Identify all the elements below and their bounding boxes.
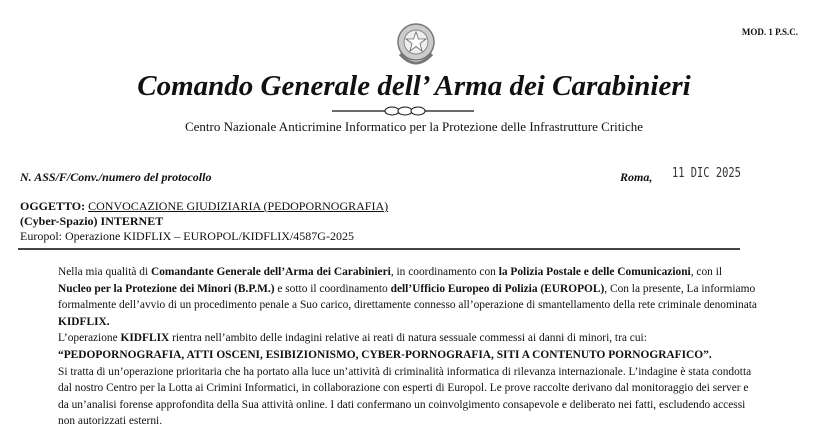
italian-republic-emblem-icon <box>394 20 438 70</box>
paragraph-2 <box>58 330 758 347</box>
text: L’operazione <box>58 332 121 345</box>
date-stamp: 11 DIC 2025 <box>672 166 741 181</box>
model-code: MOD. 1 P.S.C. <box>741 27 798 37</box>
text: Nella mia qualità di <box>58 266 151 278</box>
page-title: Comando Generale dell’ Arma dei Carabinieri <box>137 70 691 102</box>
bold-text: Nucleo per la Protezione dei Minori (B.P.M.) <box>58 282 275 295</box>
letter-body <box>58 264 758 430</box>
bold-text: KIDFLIX <box>120 332 170 345</box>
protocol-number: N. ASS/F/Conv./numero del protocollo <box>20 170 212 184</box>
subtitle: Centro Nazionale Anticrimine Informatico per la Protezione delle Infrastrutture Critiche <box>184 119 644 134</box>
text: , con il <box>690 266 723 278</box>
subject-block <box>20 199 388 244</box>
paragraph-3 <box>58 347 758 364</box>
subject-line3: Europol: Operazione KIDFLIX – EUROPOL/KIDFLIX/4587G-2025 <box>20 229 354 243</box>
divider <box>18 248 740 250</box>
bold-text: “PEDOPORNOGRAFIA, ATTI OSCENI, ESIBIZIONISMO, CYBER-PORNOGRAFIA, SITI A CONTENUTO PORNOGRAFICO”. <box>58 348 712 361</box>
bold-text: Comandante Generale dell’Arma dei Carabinieri <box>151 266 391 278</box>
text: rientra nell’ambito delle indagini relative ai reati di natura sessuale commessi ai danni di minori, tra cui: <box>169 332 647 345</box>
text: , in coordinamento con <box>390 266 499 278</box>
paragraph-1 <box>58 264 758 330</box>
bold-text: dell’Ufficio Europeo di Polizia (EUROPOL) <box>390 282 605 295</box>
text: , Con la presente, La informiamo formalmente dell’avvio di un procedimento penale a Suo carico, direttamente connesso all’operazione di smantellamento della rete criminale denominata <box>58 282 757 312</box>
subject-label: OGGETTO: <box>20 199 86 213</box>
paragraph-4: Si tratta di un’operazione prioritaria che ha portato alla luce un’attività di criminalità informatica di rilevanza internazionale. L’indagine è stata condotta dal nostro Centro per la Lotta ai Crimini Informatici, in collaborazione con esperti di Europol. Le prove raccolte derivano dal monitoraggio dei server e da un’analisi forense approfondita della Sua attività online. I dati confermano un coinvolgimento consapevole e deliberato nei fatti, escludendo accessi non autorizzati esterni. <box>58 365 752 428</box>
bold-text: KIDFLIX. <box>58 315 110 328</box>
text: e sotto il coordinamento <box>274 282 391 295</box>
ornament-divider-icon <box>332 104 474 118</box>
place: Roma, <box>620 170 653 184</box>
subject-title: CONVOCAZIONE GIUDIZIARIA (PEDOPORNOGRAFIA) <box>88 199 389 213</box>
subject-line2: (Cyber-Spazio) INTERNET <box>20 214 164 228</box>
bold-text: la Polizia Postale e delle Comunicazioni <box>498 266 691 278</box>
